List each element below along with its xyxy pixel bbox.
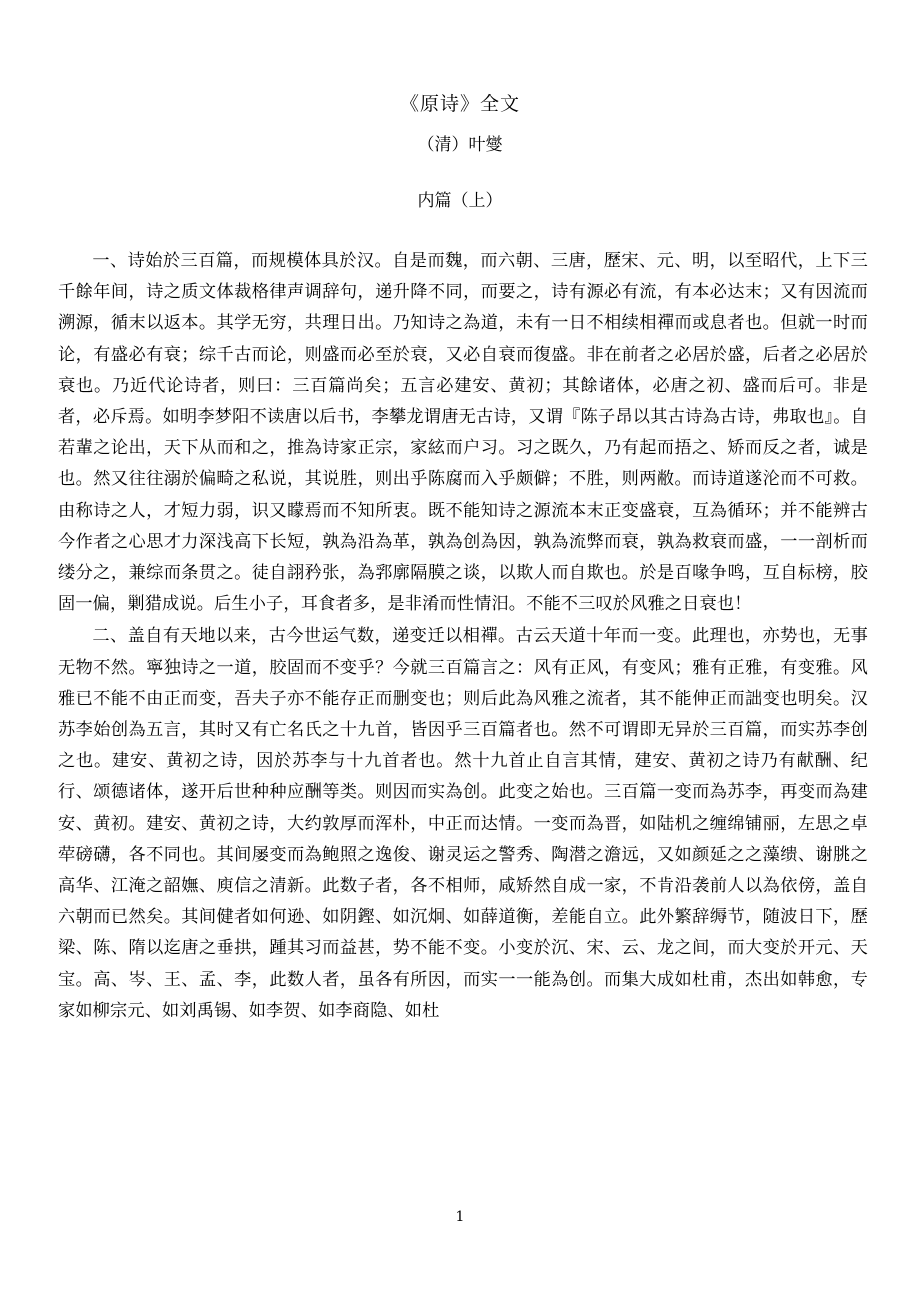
document-author: （清）叶燮 — [417, 135, 503, 155]
document-body — [58, 246, 868, 1027]
paragraph-2: 二、盖自有天地以来，古今世运气数，递变迁以相禪。古云天道十年而一变。此理也，亦势也，无事无物不然。寧独诗之一道，胶固而不变乎？今就三百篇言之：风有正风，有变风；雅有正雅，有变雅。风雅已不能不由正而变，吾夫子亦不能存正而删变也；则后此為风雅之流者，其不能伸正而詘变也明矣。汉苏李始创為五言，其时又有亡名氏之十九首，皆因乎三百篇者也。然不可谓即无异於三百篇，而实苏李创之也。建安、黄初之诗，因於苏李与十九首者也。然十九首止自言其情，建安、黄初之诗乃有献酬、纪行、颂德诸体，遂开后世种种应酬等类。则因而实為创。此变之始也。三百篇一变而為苏李，再变而為建安、黄初。建安、黄初之诗，大约敦厚而浑朴，中正而达情。一变而為晋，如陆机之缠绵铺丽，左思之卓荦磅礴，各不同也。其间屡变而為鲍照之逸俊、谢灵运之警秀、陶潜之澹远，又如颜延之之藻缋、谢朓之高华、江淹之韶嫵、庾信之清新。此数子者，各不相师，咸矫然自成一家，不肯沿袭前人以為依傍，盖自六朝而已然矣。其间健者如何逊、如阴鏗、如沉炯、如薛道衡，差能自立。此外繁辞缛节，随波日下，歷梁、陈、隋以迄唐之垂拱，踵其习而益甚，势不能不变。小变於沉、宋、云、龙之间，而大变於开元、天宝。高、岑、王、孟、李，此数人者，虽各有所因，而实一一能為创。而集大成如杜甫，杰出如韩愈，专家如柳宗元、如刘禹锡、如李贺、如李商隐、如杜 — [58, 626, 868, 1021]
page-number: 1 — [455, 1209, 465, 1225]
document-title: 《原诗》全文 — [399, 93, 520, 115]
paragraph-1: 一、诗始於三百篇，而规模体具於汉。自是而魏，而六朝、三唐，歷宋、元、明，以至昭代，上下三千餘年间，诗之质文体裁格律声调辞句，递升降不同，而要之，诗有源必有流，有本必达末；又有因流而溯源，循末以返本。其学无穷，共理日出。乃知诗之為道，未有一日不相续相禪而或息者也。但就一时而论，有盛必有衰；综千古而论，则盛而必至於衰，又必自衰而復盛。非在前者之必居於盛，后者之必居於衰也。乃近代论诗者，则曰：三百篇尚矣；五言必建安、黄初；其餘诸体，必唐之初、盛而后可。非是者，必斥焉。如明李梦阳不读唐以后书，李攀龙谓唐无古诗，又谓『陈子昂以其古诗為古诗，弗取也』。自若輩之论出，天下从而和之，推為诗家正宗，家絃而户习。习之既久，乃有起而捂之、矫而反之者，诚是也。然又往往溺於偏畸之私说，其说胜，则出乎陈腐而入乎颇僻；不胜，则两敝。而诗道遂沦而不可救。由称诗之人，才短力弱，识又矇焉而不知所衷。既不能知诗之源流本末正变盛衰，互為循环；并不能辨古今作者之心思才力深浅高下长短，孰為沿為革，孰為创為因，孰為流弊而衰，孰為救衰而盛，一一剖析而缕分之，兼综而条贯之。徒自詡矜张，為郛廓隔膜之谈，以欺人而自欺也。於是百喙争鸣，互自标榜，胶固一偏，剿猎成说。后生小子，耳食者多，是非淆而性情汨。不能不三叹於风雅之日衰也！ — [58, 251, 868, 615]
section-heading: 内篇（上） — [417, 191, 503, 211]
